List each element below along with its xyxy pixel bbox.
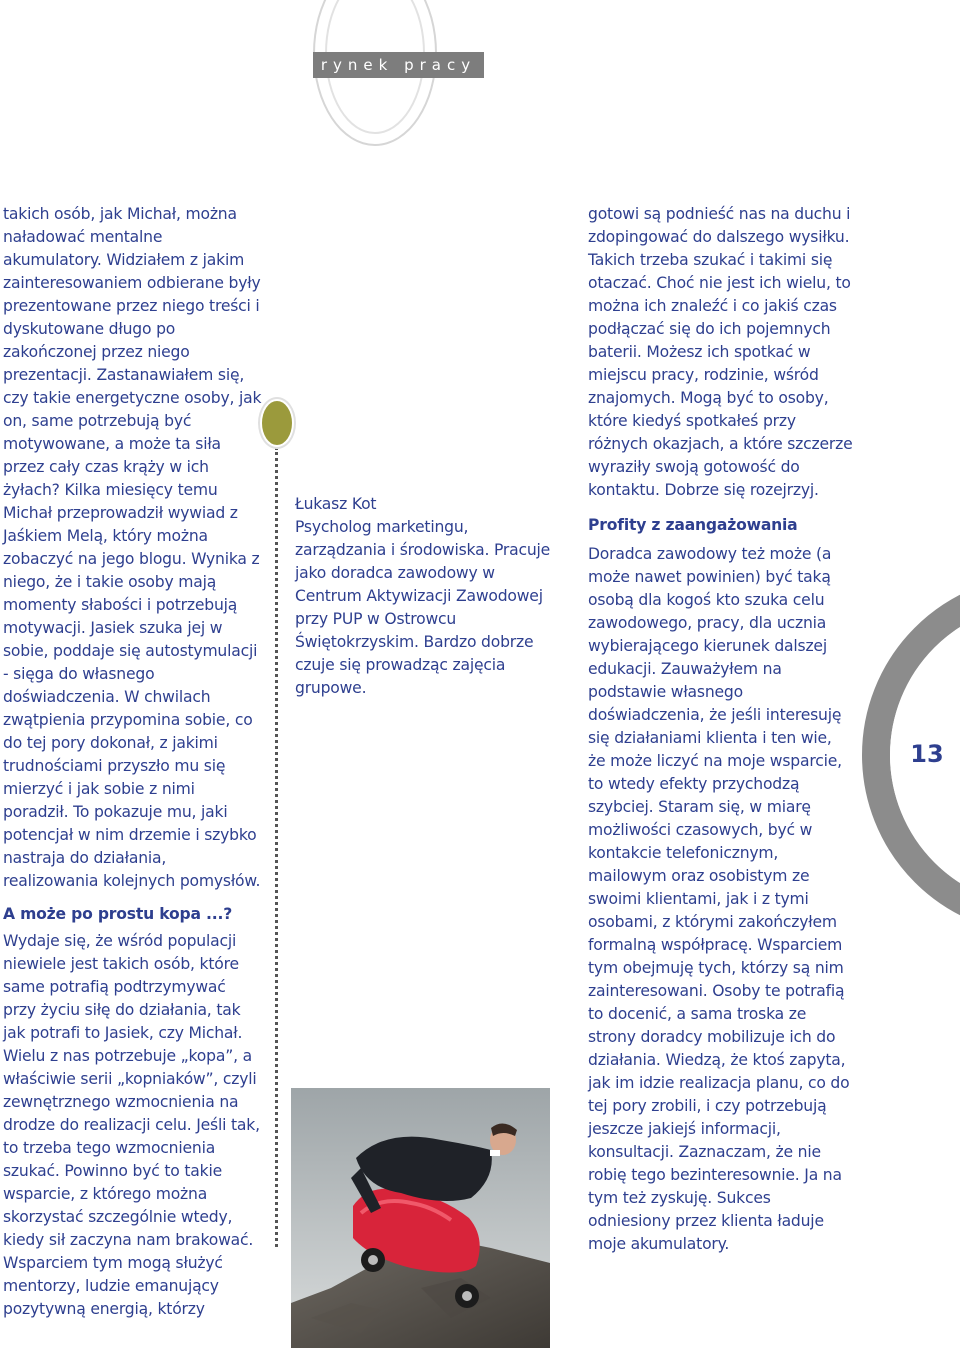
left-paragraph-1: takich osób, jak Michał, można naładować mentalne akumulatory. Widziałem z jakim zainteresowaniem odbierane były prezentowane przez niego treści i dyskutowane długo po zakończonej przez niego prezentacji. Zastanawiałem się, czy takie energetyczne osoby, jak on, same potrzebują być motywowane, a może ta siła przez cały czas krąży w ich żyłach? Kilka miesięcy temu Michał przeprowadził wywiad z Jaśkiem Melą, który można zobaczyć na jego blogu. Wynika z niego, że i takie osoby mają momenty słabości i potrzebują motywacji. Jasiek szuka jej w sobie, poddaje się autostymulacji - sięga do własnego doświadczenia. W chwilach zwątpienia przypomina sobie, co do tej pory dokonał, z jakimi trudnościami przyszło mu się mierzyć i jak sobie z nimi poradził. To pokazuje mu, jaki potencjał w nim drzemie i szybko nastraja do działania, realizowania kolejnych pomysłów.: [3, 205, 262, 890]
illustration-photo: [291, 1088, 550, 1348]
man-on-toy-car-image: [291, 1088, 550, 1348]
right-paragraph-1: gotowi są podnieść nas na duchu i zdopingować do dalszego wysiłku. Takich trzeba szukać i takimi się otaczać. Choć nie jest ich wielu, to można ich znaleźć i co jakiś czas podłączać się do ich pojemnych baterii. Możesz ich spotkać w miejscu pracy, rodzinie, wśród znajomych. Mogą być to osoby, które kiedyś spotkałeś przy różnych okazjach, a które szczerze wyraziły swoją gotowość do kontaktu. Dobrze się rozejrzyj.: [588, 205, 853, 499]
dotted-divider: [275, 447, 278, 1247]
right-column: [588, 203, 853, 1256]
right-paragraph-2: Doradca zawodowy też może (a może nawet powinien) być taką osobą dla kogoś kto szuka celu zawodowego, pracy, dla ucznia wybierającego kierunek dalszej edukacji. Zauważyłem na podstawie własnego doświadczenia, że jeśli interesuję się działaniami klienta i ten wie, że może liczyć na moje wsparcie, to wtedy efekty przychodzą szybciej. Staram się, w miarę możliwości czasowych, być w kontakcie telefonicznym, mailowym oraz osobistym ze swoimi klientami, jak i z tymi osobami, z którymi zakończyłem formalną współpracę. Wsparciem tym obejmuję tych, którzy są nim zainteresowani. Osoby te potrafią to docenić, a sama troska ze strony doradcy mobilizuje ich do działania. Wiedzą, że ktoś zapyta, jak im idzie realizacja planu, co do tej pory zrobili, i czy potrzebują jeszcze jakiejś informacji, konsultacji. Zaznaczam, że nie robię tego bezinteresownie. Ja na tym też zyskuję. Sukces odniesiony przez klienta ładuje moje akumulatory.: [588, 545, 850, 1253]
author-box: [295, 493, 557, 700]
left-column: [3, 203, 263, 1321]
section-label: rynek pracy: [313, 52, 484, 78]
author-bio: Psycholog marketingu, zarządzania i środowiska. Pracuje jako doradca zawodowy w Centrum Aktywizacji Zawodowej przy PUP w Ostrowcu Świętokrzyskim. Bardzo dobrze czuje się prowadząc zajęcia grupowe.: [295, 518, 551, 697]
left-paragraph-2: Wydaje się, że wśród populacji niewiele jest takich osób, które same potrafią podtrzymywać przy życiu siłę do działania, tak jak potrafi to Jasiek, czy Michał. Wielu z nas potrzebuje „kopa”, a właściwie serii „kopniaków”, czyli zewnętrznego wzmocnienia na drodze do realizacji celu. Jeśli tak, to trzeba tego wzmocnienia szukać. Powinno być to takie wsparcie, z którego można skorzystać szczególnie wtedy, kiedy sił zaczyna nam brakować. Wsparciem tym mogą służyć mentorzy, ludzie emanujący pozytywną energią, którzy: [3, 932, 260, 1318]
right-heading: Profity z zaangażowania: [588, 516, 798, 534]
page-number: 13: [910, 740, 944, 768]
author-name: Łukasz Kot: [295, 495, 377, 513]
left-heading: A może po prostu kopa ...?: [3, 905, 233, 923]
bullet-dot: [262, 401, 292, 445]
